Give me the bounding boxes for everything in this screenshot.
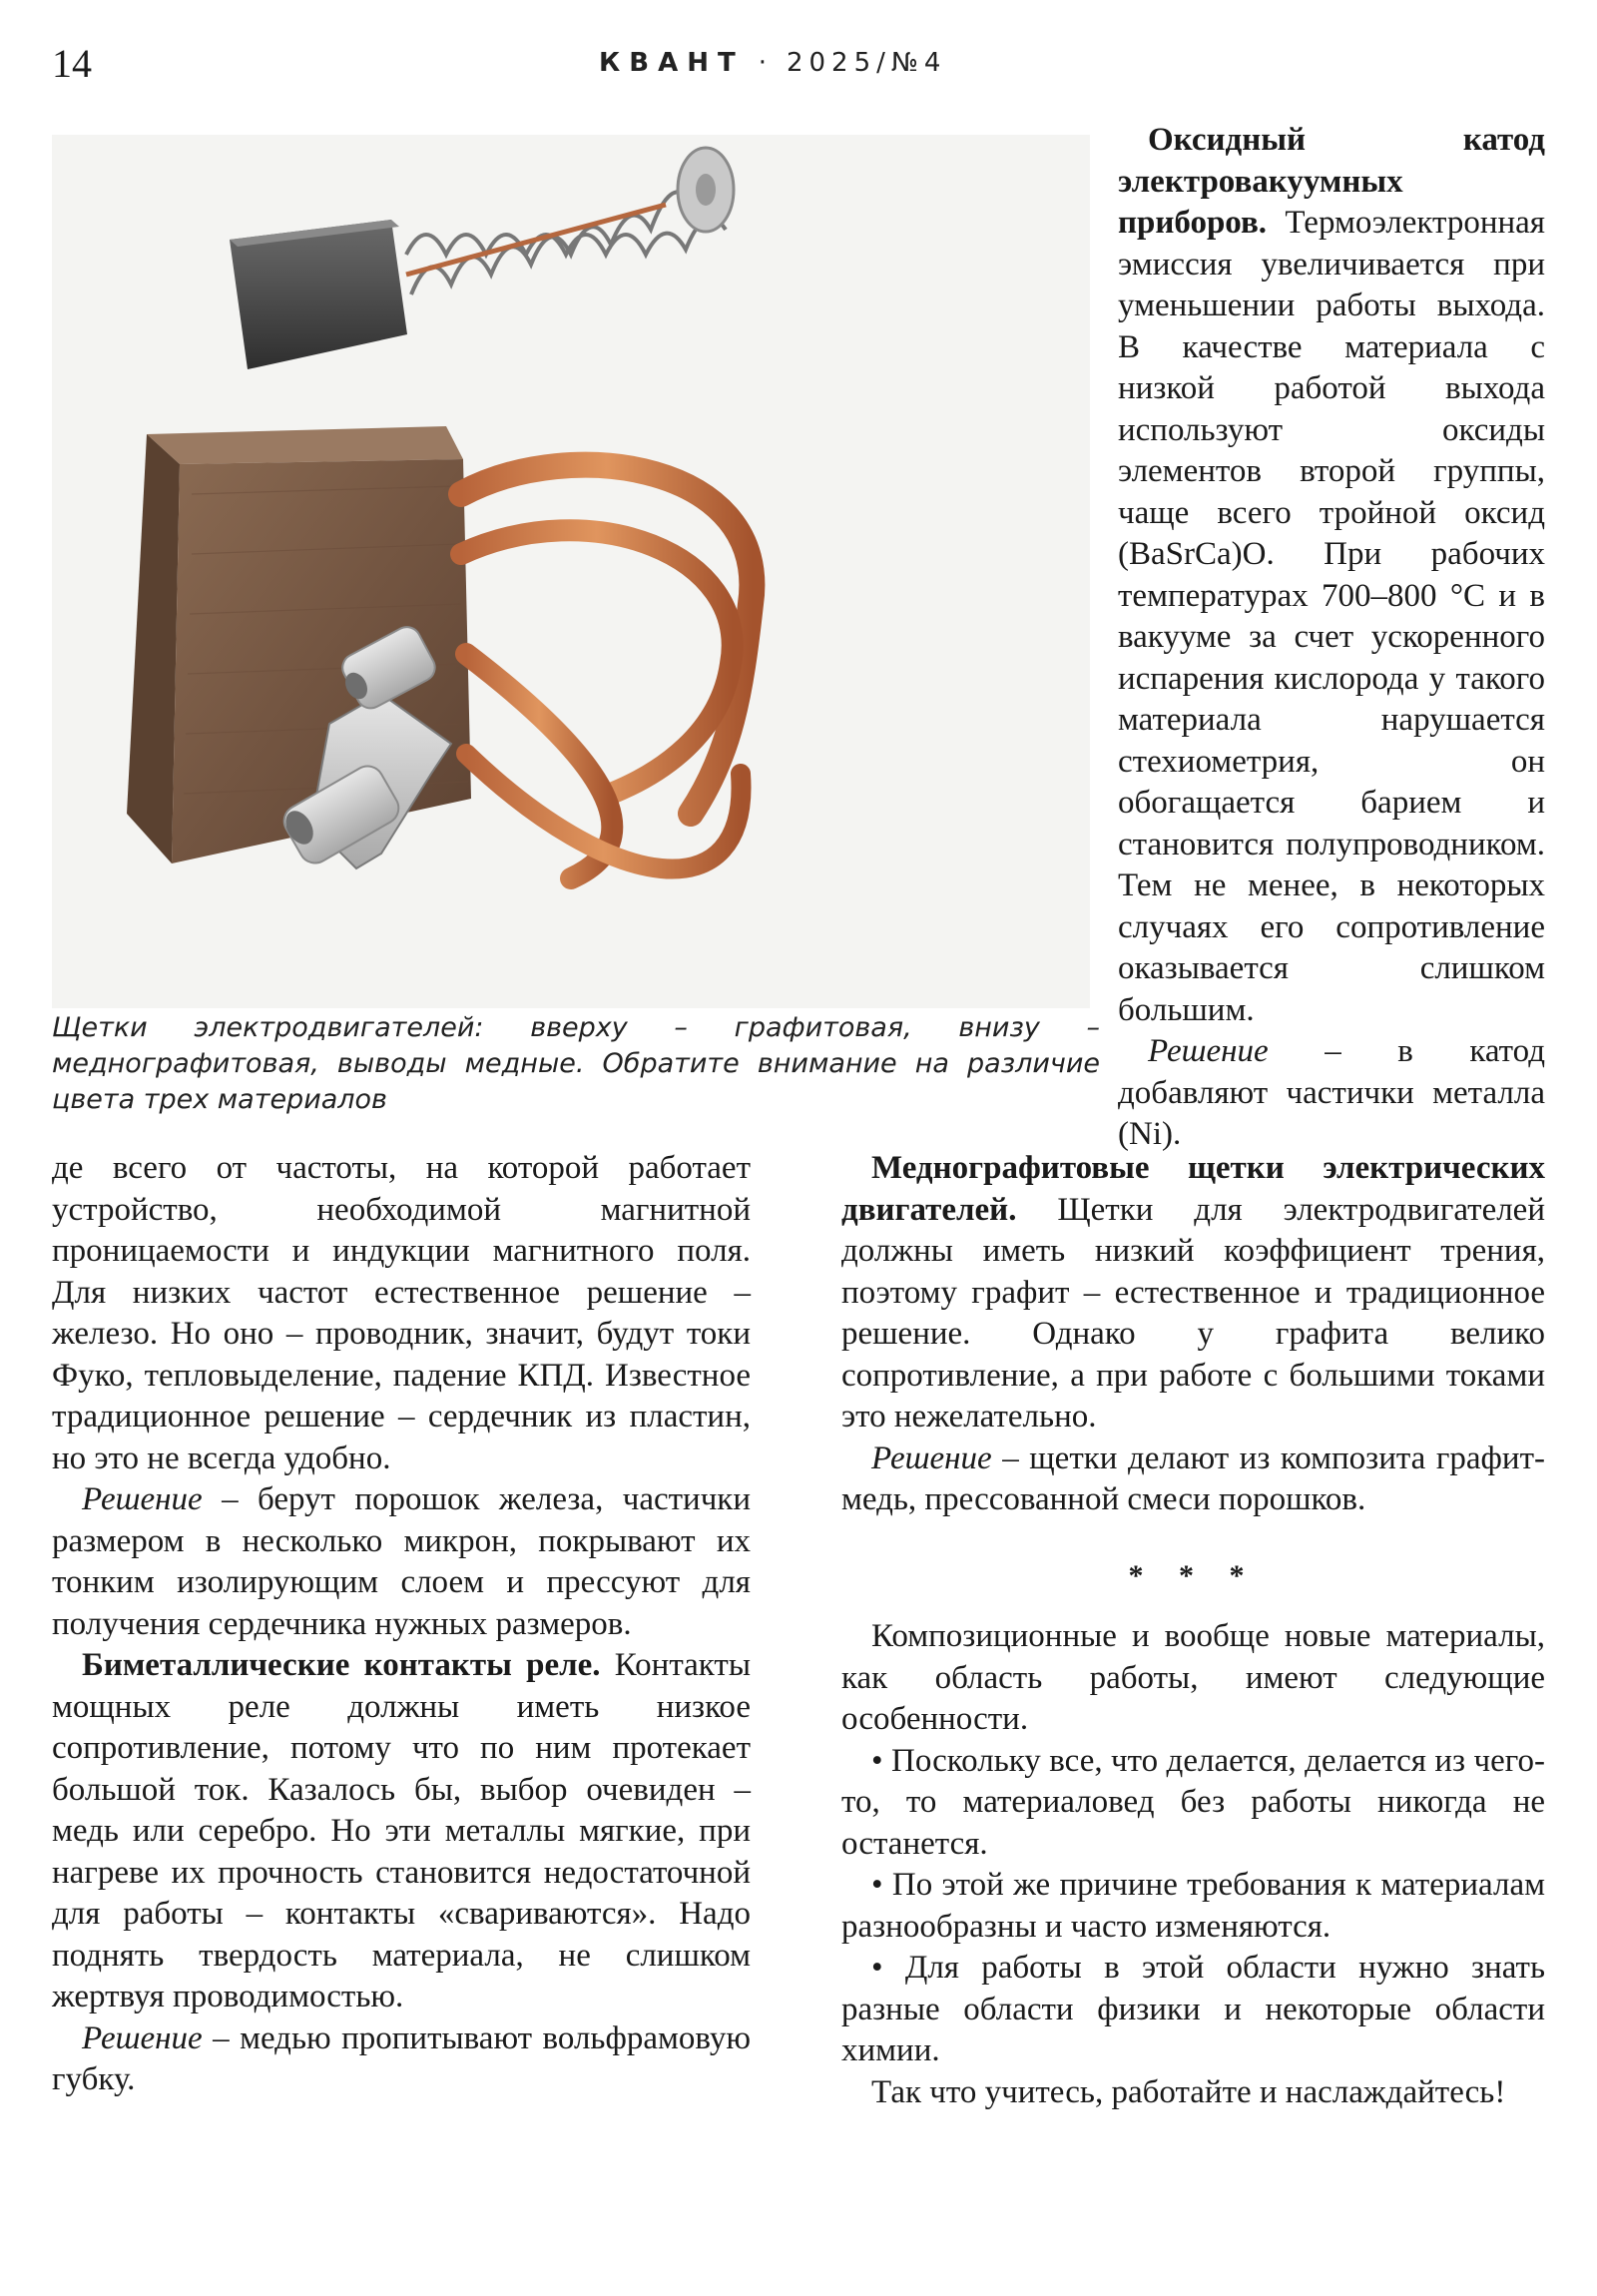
closing-line: Так что учитесь, работайте и наслаждайтесь!	[871, 2073, 1506, 2110]
issue-number: 2025/№4	[786, 48, 947, 78]
core-solution: – берут порошок железа, частички размером в несколько микрон, покрывают их тонким изолирующим слоем и прессуют для получения сердечника нужных размеров.	[52, 1481, 751, 1642]
oxide-cathode-section	[1118, 120, 1545, 1156]
brushes-body: Щетки для электродвигателей должны иметь низкий коэффициент трения, поэтому графит – естественное и традиционное решение. Однако у графита велико сопротивление, а при работе с большими токами это нежелательно.	[841, 1191, 1545, 1435]
figure-caption: Щетки электродвигателей: вверху – графитовая, внизу – меднографитовая, выводы медные. Обратите внимание на различие цвета трех материалов	[52, 1012, 1100, 1115]
left-column	[52, 1148, 751, 2101]
brushes-solution: – щетки делают из композита графит-медь, прессованной смеси порошков.	[841, 1439, 1545, 1517]
bimetal-solution: – медью пропитывают вольфрамовую губку.	[52, 2019, 751, 2097]
oxide-heading: Оксидный катод электровакуумных приборов.	[1118, 122, 1545, 241]
header-separator: ·	[758, 48, 773, 78]
page-number: 14	[52, 41, 92, 86]
brushes-solution-label: Решение	[871, 1439, 992, 1476]
brushes-heading: Меднографитовые щетки электрических двигателей.	[841, 1150, 1545, 1228]
magnetic-core-continuation: де всего от частоты, на которой работает устройство, необходимой магнитной проницаемости и индукции магнитного поля. Для низких частот естественное решение – железо. Но оно – проводник, значит, будут токи Фуко, тепловыделение, падение КПД. Известное традиционное решение – сердечник из пластин, но это не всегда удобно.	[52, 1150, 751, 1476]
running-head	[599, 48, 946, 78]
bimetal-heading: Биметаллические контакты реле.	[82, 1647, 601, 1683]
conclusion-intro: Композиционные и вообще новые материалы, как область работы, имеют следующие особенности.	[841, 1618, 1545, 1737]
right-column	[841, 1148, 1545, 2113]
bullet-item: • Для работы в этой области нужно знать разные области физики и некоторые области химии.	[841, 1950, 1545, 2068]
bullet-item: • По этой же причине требования к материалам разнообразны и часто изменяются.	[841, 1867, 1545, 1945]
brushes-photo	[52, 135, 1090, 1008]
core-solution-label: Решение	[82, 1481, 203, 1517]
oxide-body: Термоэлектронная эмиссия увеличивается при уменьшении работы выхода. В качестве материала с низкой работой выхода используют оксиды элементов второй группы, чаще всего тройной оксид (BaSrCa)O. При рабочих температурах 700–800 °С и в вакууме за счет ускоренного испарения кислорода у такого материала нарушается стехиометрия, он обогащается барием и становится полупроводником. Тем не менее, в некоторых случаях его сопротивление оказывается слишком большим.	[1118, 205, 1545, 1028]
oxide-solution: – в катод добавляют частички металла (Ni).	[1118, 1033, 1545, 1152]
bullet-item: • Поскольку все, что делается, делается из чего-то, то материаловед без работы никогда не останется.	[841, 1742, 1545, 1862]
bimetal-body: Контакты мощных реле должны иметь низкое сопротивление, потому что по ним протекает большой ток. Казалось бы, выбор очевиден – медь или серебро. Но эти металлы мягкие, при нагреве их прочность становится недостаточной для работы – контакты «свариваются». Надо поднять твердость материала, не слишком жертвуя проводимостью.	[52, 1647, 751, 2014]
oxide-solution-label: Решение	[1148, 1033, 1269, 1069]
journal-title: КВАНТ	[599, 48, 745, 78]
bimetal-solution-label: Решение	[82, 2019, 203, 2056]
section-divider-stars: * * *	[1128, 1558, 1259, 1592]
